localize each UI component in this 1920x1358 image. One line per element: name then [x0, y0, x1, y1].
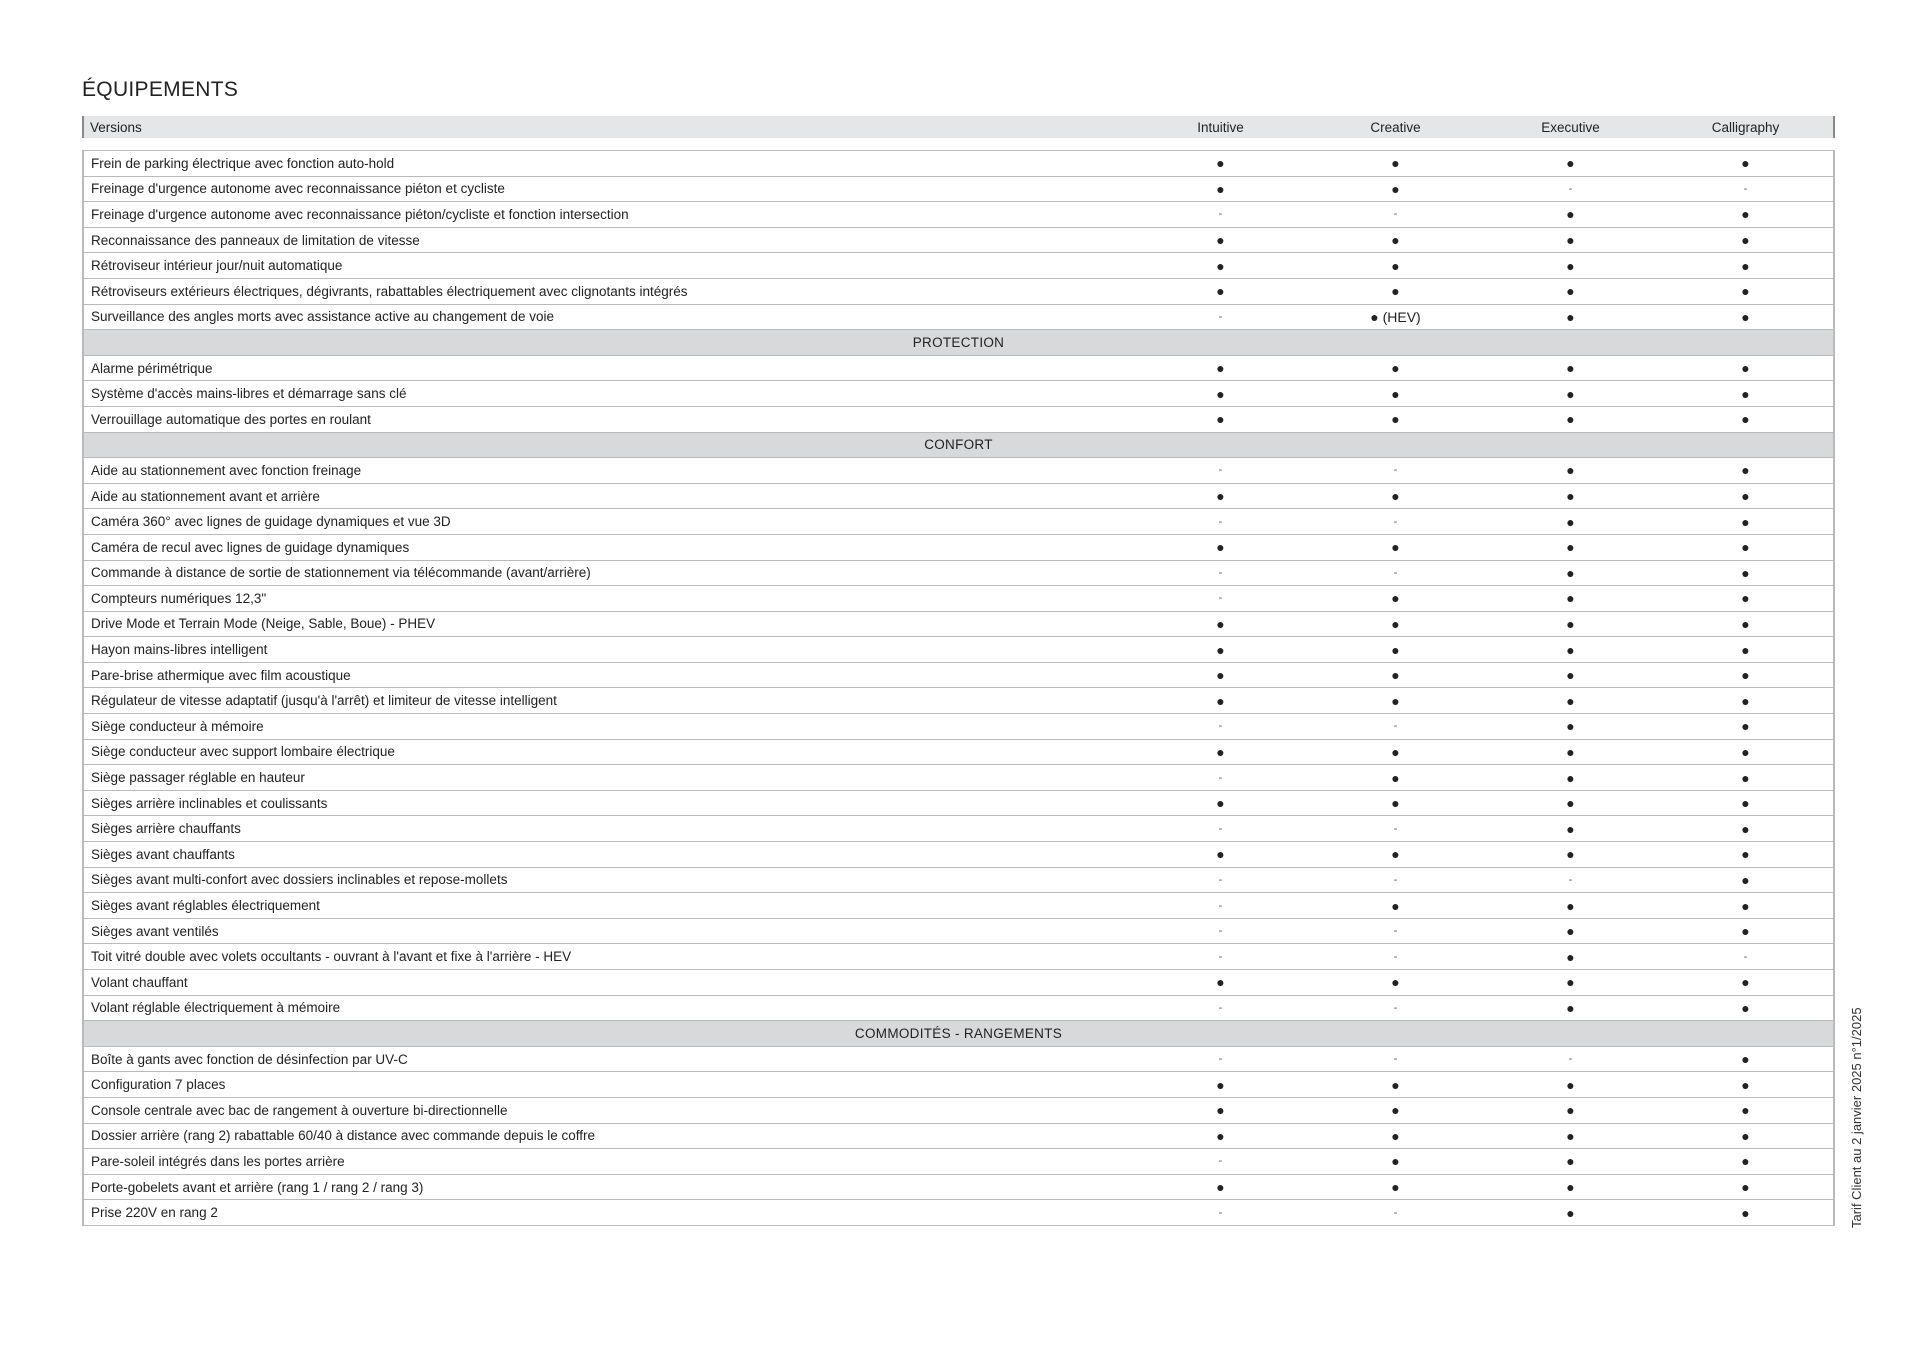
standard-equipment-dot: ● — [1308, 893, 1483, 919]
standard-equipment-dot: ● — [1658, 918, 1834, 944]
standard-equipment-dot: ● — [1658, 790, 1834, 816]
standard-equipment-dot: ● — [1658, 227, 1834, 253]
standard-equipment-dot: ● — [1658, 278, 1834, 304]
standard-equipment-dot: ● — [1308, 970, 1483, 996]
standard-equipment-dot: ● — [1308, 842, 1483, 868]
table-row — [83, 1072, 1834, 1098]
feature-label: Hayon mains-libres intelligent — [83, 637, 1133, 663]
standard-equipment-dot: ● — [1483, 406, 1658, 432]
table-row — [83, 1046, 1834, 1072]
not-available-mark: - — [1308, 458, 1483, 484]
feature-label: Volant chauffant — [83, 970, 1133, 996]
standard-equipment-dot: ● — [1483, 355, 1658, 381]
feature-label: Commande à distance de sortie de stationnement via télécommande (avant/arrière) — [83, 560, 1133, 586]
standard-equipment-dot: ● — [1658, 816, 1834, 842]
standard-equipment-dot: ● — [1483, 586, 1658, 612]
standard-equipment-dot: ● — [1658, 842, 1834, 868]
standard-equipment-dot: ● — [1308, 1123, 1483, 1149]
standard-equipment-dot: ● — [1483, 1123, 1658, 1149]
table-row — [83, 253, 1834, 279]
table-row — [83, 842, 1834, 868]
standard-equipment-dot: ● — [1658, 611, 1834, 637]
standard-equipment-dot: ● — [1133, 1097, 1308, 1123]
standard-equipment-dot: ● — [1133, 637, 1308, 663]
standard-equipment-dot: ● — [1133, 381, 1308, 407]
standard-equipment-dot: ● — [1658, 1123, 1834, 1149]
table-row — [83, 739, 1834, 765]
not-available-mark: - — [1308, 1046, 1483, 1072]
not-available-mark: - — [1133, 816, 1308, 842]
standard-equipment-dot: ● — [1658, 995, 1834, 1021]
feature-label: Alarme périmétrique — [83, 355, 1133, 381]
table-row — [83, 995, 1834, 1021]
table-row — [83, 1149, 1834, 1175]
not-available-mark: - — [1133, 1046, 1308, 1072]
standard-equipment-dot: ● — [1133, 278, 1308, 304]
standard-equipment-dot: ● — [1483, 1097, 1658, 1123]
standard-equipment-dot: ● — [1483, 534, 1658, 560]
table-row — [83, 944, 1834, 970]
not-available-mark: - — [1133, 1200, 1308, 1226]
standard-equipment-dot: ● — [1483, 995, 1658, 1021]
standard-equipment-dot: ● — [1658, 381, 1834, 407]
table-row — [83, 151, 1834, 177]
standard-equipment-dot: ● — [1658, 406, 1834, 432]
not-available-mark: - — [1133, 918, 1308, 944]
standard-equipment-dot: ● — [1658, 1046, 1834, 1072]
standard-equipment-dot: ● — [1308, 483, 1483, 509]
feature-label: Volant réglable électriquement à mémoire — [83, 995, 1133, 1021]
standard-equipment-dot: ● — [1133, 842, 1308, 868]
standard-equipment-dot: ● — [1483, 688, 1658, 714]
standard-equipment-dot: ● — [1483, 662, 1658, 688]
standard-equipment-dot: ● — [1658, 1097, 1834, 1123]
standard-equipment-dot: ● — [1483, 714, 1658, 740]
feature-label: Siège conducteur à mémoire — [83, 714, 1133, 740]
table-row — [83, 816, 1834, 842]
standard-equipment-dot: ● — [1308, 1072, 1483, 1098]
standard-equipment-dot: ● — [1308, 688, 1483, 714]
standard-equipment-dot: ● — [1483, 1174, 1658, 1200]
standard-equipment-dot: ● — [1658, 534, 1834, 560]
table-row — [83, 202, 1834, 228]
not-available-mark: - — [1133, 765, 1308, 791]
standard-equipment-dot: ● — [1483, 151, 1658, 177]
feature-label: Rétroviseur intérieur jour/nuit automatique — [83, 253, 1133, 279]
not-available-mark: - — [1483, 867, 1658, 893]
not-available-mark: - — [1308, 202, 1483, 228]
standard-equipment-dot: ● — [1308, 355, 1483, 381]
standard-equipment-dot: ● — [1658, 970, 1834, 996]
feature-label: Siège passager réglable en hauteur — [83, 765, 1133, 791]
standard-equipment-dot: ● — [1308, 765, 1483, 791]
table-row — [83, 406, 1834, 432]
section-title: CONFORT — [83, 432, 1834, 458]
standard-equipment-dot: ● — [1483, 918, 1658, 944]
page-title: ÉQUIPEMENTS — [82, 78, 239, 101]
not-available-mark: - — [1308, 867, 1483, 893]
table-row — [83, 637, 1834, 663]
feature-label: Aide au stationnement avec fonction freinage — [83, 458, 1133, 484]
standard-equipment-dot: ● — [1658, 739, 1834, 765]
section-title: COMMODITÉS - RANGEMENTS — [83, 1021, 1834, 1047]
standard-equipment-dot: ● — [1483, 560, 1658, 586]
section-header-row — [83, 330, 1834, 356]
not-available-mark: - — [1133, 586, 1308, 612]
standard-equipment-dot: ● — [1308, 406, 1483, 432]
version-calligraphy: Calligraphy — [1711, 119, 1780, 135]
not-available-mark: - — [1308, 995, 1483, 1021]
table-row — [83, 1097, 1834, 1123]
table-row — [83, 765, 1834, 791]
standard-equipment-dot: ● — [1658, 458, 1834, 484]
feature-label: Configuration 7 places — [83, 1072, 1133, 1098]
standard-equipment-dot: ● — [1133, 970, 1308, 996]
standard-equipment-dot: ● — [1483, 202, 1658, 228]
table-row — [83, 278, 1834, 304]
standard-equipment-dot: ● — [1483, 509, 1658, 535]
standard-equipment-dot: ● — [1133, 151, 1308, 177]
not-available-mark: - — [1133, 560, 1308, 586]
versions-header — [82, 116, 1835, 138]
standard-equipment-dot: ● — [1658, 355, 1834, 381]
standard-equipment-dot: ● — [1483, 816, 1658, 842]
side-note: Tarif Client au 2 janvier 2025 n°1/2025 — [1849, 1007, 1864, 1228]
standard-equipment-dot: ● — [1308, 227, 1483, 253]
table-row — [83, 534, 1834, 560]
table-row — [83, 893, 1834, 919]
table-row — [83, 918, 1834, 944]
not-available-mark: - — [1133, 944, 1308, 970]
not-available-mark: - — [1483, 1046, 1658, 1072]
table-row — [83, 227, 1834, 253]
standard-equipment-dot: ● — [1658, 1200, 1834, 1226]
version-executive: Executive — [1541, 119, 1600, 135]
standard-equipment-dot: ● — [1308, 176, 1483, 202]
standard-equipment-dot: ● — [1308, 1149, 1483, 1175]
table-row — [83, 662, 1834, 688]
table-row — [83, 458, 1834, 484]
table-row — [83, 688, 1834, 714]
not-available-mark: - — [1133, 509, 1308, 535]
feature-label: Freinage d'urgence autonome avec reconnaissance piéton et cycliste — [83, 176, 1133, 202]
equipment-table — [82, 150, 1835, 1226]
not-available-mark: - — [1308, 509, 1483, 535]
standard-equipment-dot: ● — [1483, 483, 1658, 509]
standard-equipment-dot: ● — [1658, 560, 1834, 586]
standard-equipment-dot: ● — [1483, 278, 1658, 304]
feature-label: Toit vitré double avec volets occultants - ouvrant à l'avant et fixe à l'arrière - HEV — [83, 944, 1133, 970]
table-row — [83, 381, 1834, 407]
table-row — [83, 1123, 1834, 1149]
standard-equipment-dot: ● — [1133, 688, 1308, 714]
standard-equipment-dot: ● — [1308, 662, 1483, 688]
not-available-mark: - — [1308, 816, 1483, 842]
not-available-mark: - — [1133, 867, 1308, 893]
feature-label: Pare-soleil intégrés dans les portes arrière — [83, 1149, 1133, 1175]
feature-label: Sièges avant multi-confort avec dossiers inclinables et repose-mollets — [83, 867, 1133, 893]
table-row — [83, 1200, 1834, 1226]
standard-equipment-dot: ● — [1308, 637, 1483, 663]
feature-label: Boîte à gants avec fonction de désinfection par UV-C — [83, 1046, 1133, 1072]
standard-equipment-dot: ● — [1658, 253, 1834, 279]
not-available-mark: - — [1133, 1149, 1308, 1175]
not-available-mark: - — [1308, 560, 1483, 586]
table-row — [83, 714, 1834, 740]
standard-equipment-dot: ● — [1658, 483, 1834, 509]
standard-equipment-dot: ● — [1483, 637, 1658, 663]
standard-equipment-dot: ● — [1308, 381, 1483, 407]
standard-equipment-dot: ● — [1483, 1149, 1658, 1175]
table-row — [83, 1174, 1834, 1200]
feature-label: Drive Mode et Terrain Mode (Neige, Sable, Boue) - PHEV — [83, 611, 1133, 637]
section-title: PROTECTION — [83, 330, 1834, 356]
feature-label: Caméra 360° avec lignes de guidage dynamiques et vue 3D — [83, 509, 1133, 535]
standard-equipment-dot: ● — [1658, 586, 1834, 612]
feature-label: Porte-gobelets avant et arrière (rang 1 / rang 2 / rang 3) — [83, 1174, 1133, 1200]
standard-equipment-dot: ● — [1483, 739, 1658, 765]
not-available-mark: - — [1308, 918, 1483, 944]
standard-equipment-dot: ● — [1658, 637, 1834, 663]
standard-equipment-dot: ● — [1483, 944, 1658, 970]
feature-label: Surveillance des angles morts avec assistance active au changement de voie — [83, 304, 1133, 330]
standard-equipment-dot: ● — [1483, 893, 1658, 919]
standard-equipment-dot: ● — [1483, 227, 1658, 253]
standard-equipment-dot: ● — [1483, 765, 1658, 791]
standard-equipment-dot: ● — [1133, 176, 1308, 202]
standard-equipment-dot: ● — [1308, 278, 1483, 304]
table-row — [83, 483, 1834, 509]
table-row — [83, 790, 1834, 816]
standard-equipment-dot: ● — [1483, 1072, 1658, 1098]
feature-label: Rétroviseurs extérieurs électriques, dégivrants, rabattables électriquement avec clignotants intégrés — [83, 278, 1133, 304]
not-available-mark: - — [1133, 458, 1308, 484]
standard-equipment-dot: ● — [1483, 1200, 1658, 1226]
standard-equipment-dot: ● — [1133, 1072, 1308, 1098]
standard-equipment-dot: ● — [1133, 739, 1308, 765]
standard-equipment-dot: ● — [1133, 355, 1308, 381]
feature-label: Pare-brise athermique avec film acoustique — [83, 662, 1133, 688]
standard-equipment-dot: ● — [1658, 688, 1834, 714]
standard-equipment-dot: ● — [1658, 509, 1834, 535]
standard-equipment-dot: ● — [1658, 304, 1834, 330]
standard-equipment-dot: ● — [1658, 1072, 1834, 1098]
standard-equipment-dot: ● — [1658, 202, 1834, 228]
standard-equipment-dot: ● — [1308, 586, 1483, 612]
feature-label: Système d'accès mains-libres et démarrage sans clé — [83, 381, 1133, 407]
not-available-mark: - — [1308, 1200, 1483, 1226]
not-available-mark: - — [1133, 714, 1308, 740]
standard-equipment-dot: ● — [1658, 765, 1834, 791]
version-creative: Creative — [1370, 119, 1421, 135]
feature-label: Freinage d'urgence autonome avec reconnaissance piéton/cycliste et fonction intersection — [83, 202, 1133, 228]
not-available-mark: - — [1308, 944, 1483, 970]
section-header-row — [83, 1021, 1834, 1047]
table-row — [83, 586, 1834, 612]
not-available-mark: - — [1133, 304, 1308, 330]
standard-equipment-dot: ● — [1308, 253, 1483, 279]
feature-label: Sièges arrière inclinables et coulissants — [83, 790, 1133, 816]
feature-label: Siège conducteur avec support lombaire électrique — [83, 739, 1133, 765]
standard-equipment-dot: ● — [1308, 1097, 1483, 1123]
feature-label: Console centrale avec bac de rangement à ouverture bi-directionnelle — [83, 1097, 1133, 1123]
not-available-mark: - — [1133, 202, 1308, 228]
standard-equipment-dot: ● — [1308, 1174, 1483, 1200]
standard-equipment-dot: ● — [1658, 714, 1834, 740]
standard-equipment-dot: ● — [1133, 406, 1308, 432]
standard-equipment-dot: ● — [1308, 739, 1483, 765]
standard-equipment-dot: ● — [1483, 842, 1658, 868]
feature-label: Dossier arrière (rang 2) rabattable 60/40 à distance avec commande depuis le coffre — [83, 1123, 1133, 1149]
standard-equipment-dot: ● — [1658, 893, 1834, 919]
feature-label: Frein de parking électrique avec fonction auto-hold — [83, 151, 1133, 177]
table-row — [83, 355, 1834, 381]
not-available-mark: - — [1658, 944, 1834, 970]
feature-label: Verrouillage automatique des portes en roulant — [83, 406, 1133, 432]
feature-label: Sièges arrière chauffants — [83, 816, 1133, 842]
standard-equipment-dot: ● — [1133, 790, 1308, 816]
not-available-mark: - — [1133, 995, 1308, 1021]
table-row — [83, 509, 1834, 535]
not-available-mark: - — [1308, 714, 1483, 740]
standard-equipment-dot: ● — [1308, 151, 1483, 177]
feature-label: Compteurs numériques 12,3" — [83, 586, 1133, 612]
standard-equipment-dot: ● — [1483, 458, 1658, 484]
standard-equipment-dot: ● — [1133, 662, 1308, 688]
table-row — [83, 970, 1834, 996]
feature-label: Aide au stationnement avant et arrière — [83, 483, 1133, 509]
standard-equipment-dot: ● — [1658, 1149, 1834, 1175]
standard-equipment-dot: ● — [1133, 483, 1308, 509]
table-row — [83, 560, 1834, 586]
feature-label: Caméra de recul avec lignes de guidage dynamiques — [83, 534, 1133, 560]
standard-equipment-dot: ● — [1658, 867, 1834, 893]
versions-label: Versions — [90, 119, 142, 135]
table-row — [83, 176, 1834, 202]
feature-label: Régulateur de vitesse adaptatif (jusqu'à l'arrêt) et limiteur de vitesse intelligent — [83, 688, 1133, 714]
table-row — [83, 611, 1834, 637]
not-available-mark: - — [1483, 176, 1658, 202]
standard-equipment-dot: ● — [1658, 662, 1834, 688]
standard-equipment-dot: ● — [1483, 304, 1658, 330]
feature-label: Sièges avant chauffants — [83, 842, 1133, 868]
standard-equipment-dot: ● — [1133, 1174, 1308, 1200]
not-available-mark: - — [1658, 176, 1834, 202]
standard-equipment-dot: ● — [1658, 1174, 1834, 1200]
standard-equipment-dot: ● — [1133, 227, 1308, 253]
standard-equipment-dot: ● — [1308, 611, 1483, 637]
standard-equipment-dot: ● — [1133, 534, 1308, 560]
table-row — [83, 867, 1834, 893]
not-available-mark: - — [1133, 893, 1308, 919]
standard-equipment-dot: ● — [1133, 611, 1308, 637]
standard-equipment-dot: ● — [1133, 1123, 1308, 1149]
standard-equipment-dot: ● — [1658, 151, 1834, 177]
section-header-row — [83, 432, 1834, 458]
version-intuitive: Intuitive — [1197, 119, 1244, 135]
standard-equipment-dot: ● — [1483, 970, 1658, 996]
feature-label: Sièges avant réglables électriquement — [83, 893, 1133, 919]
feature-label: Prise 220V en rang 2 — [83, 1200, 1133, 1226]
standard-equipment-dot: ● — [1483, 790, 1658, 816]
standard-equipment-dot: ● — [1483, 253, 1658, 279]
standard-equipment-dot: ● — [1133, 253, 1308, 279]
feature-label: Reconnaissance des panneaux de limitation de vitesse — [83, 227, 1133, 253]
table-row — [83, 304, 1834, 330]
standard-equipment-dot: ● — [1308, 790, 1483, 816]
standard-equipment-dot: ● — [1483, 381, 1658, 407]
standard-equipment-dot: ● (HEV) — [1308, 304, 1483, 330]
standard-equipment-dot: ● — [1308, 534, 1483, 560]
standard-equipment-dot: ● — [1483, 611, 1658, 637]
feature-label: Sièges avant ventilés — [83, 918, 1133, 944]
